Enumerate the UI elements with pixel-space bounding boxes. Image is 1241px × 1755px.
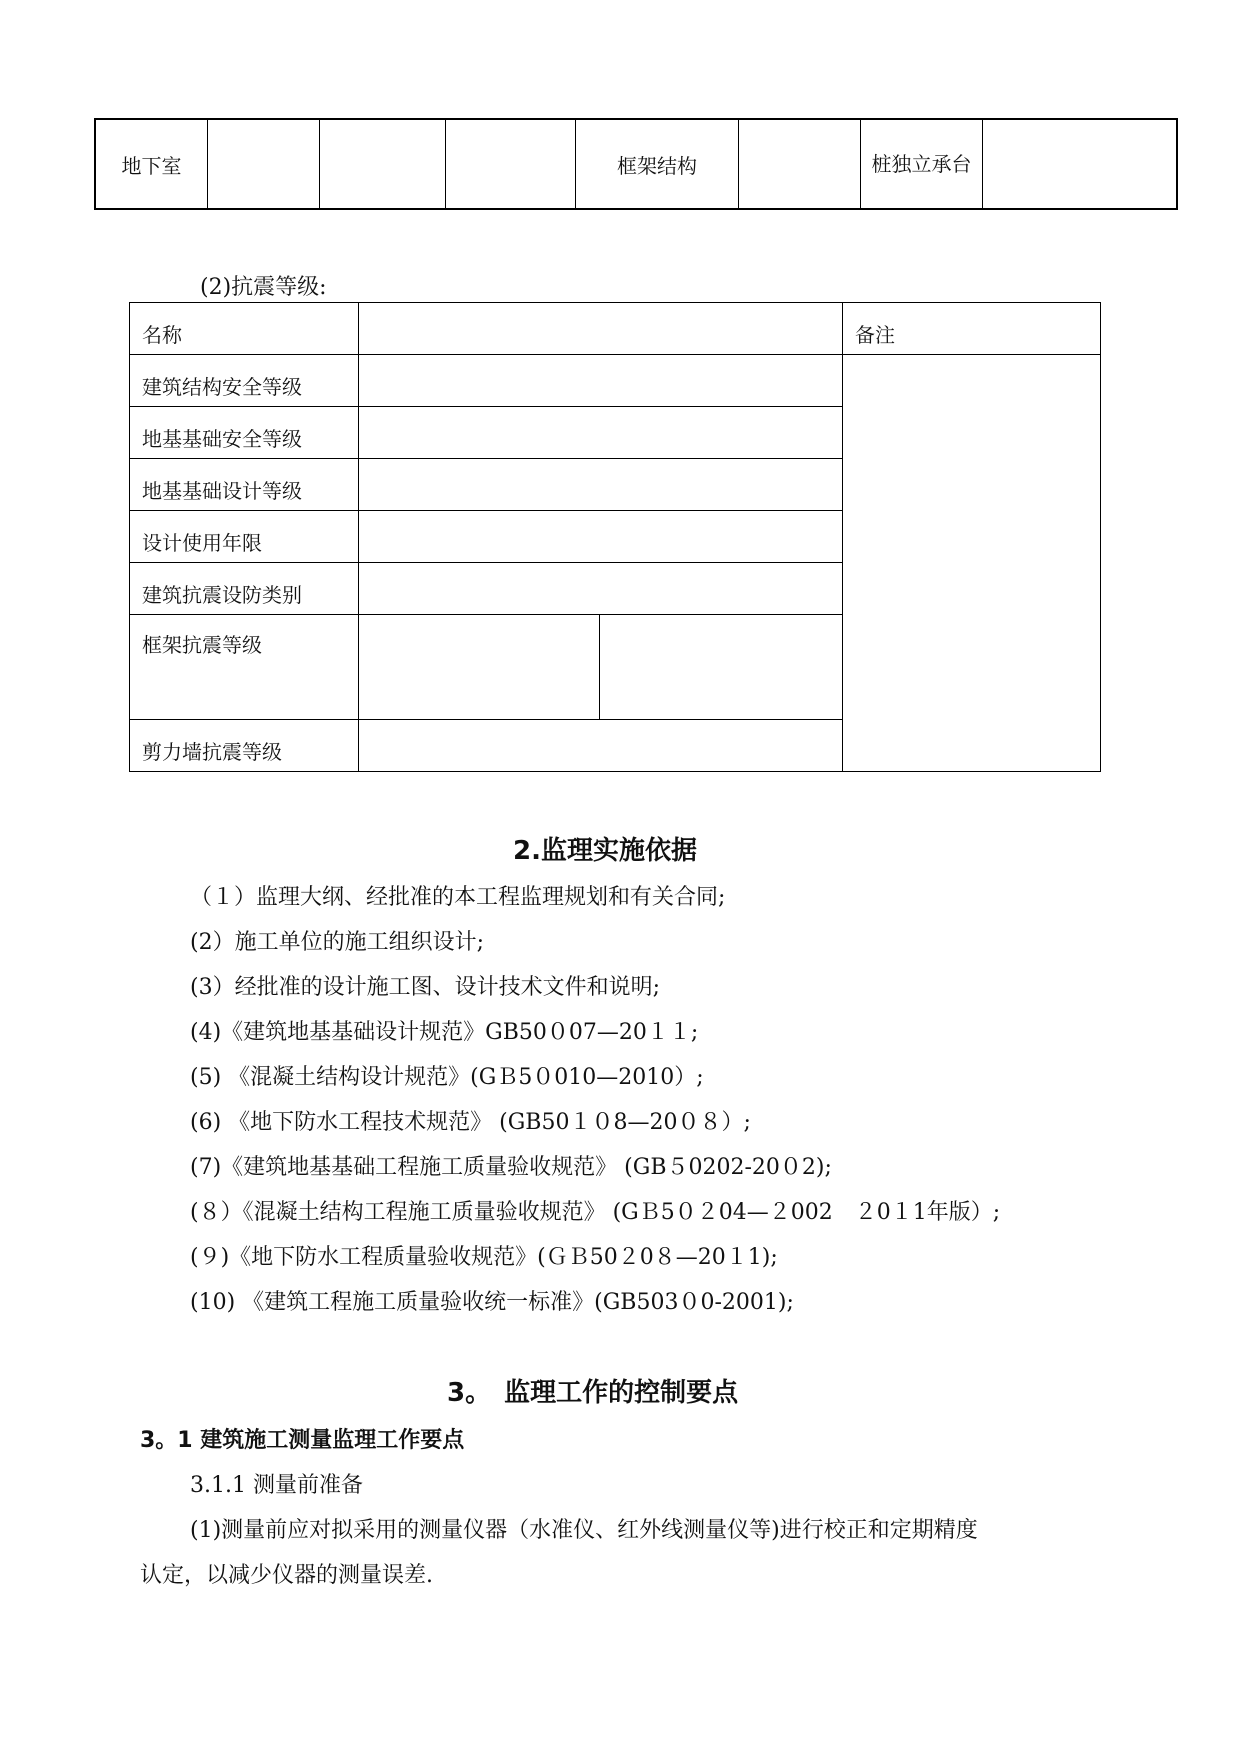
list-item: (９)《地下防水工程质量验收规范》(ＧＢ50２0８—20１1);: [190, 1245, 778, 1270]
seismic-table: [129, 302, 1101, 772]
subsection-title: 3。1 建筑施工测量监理工作要点: [140, 1428, 465, 1453]
cell-empty: [359, 720, 843, 772]
paragraph-line: 认定，以减少仪器的测量误差.: [140, 1563, 433, 1588]
cell-empty: [983, 119, 1178, 209]
cell-pile-cap: 桩独立承台: [861, 119, 983, 209]
header-name: 名称: [130, 303, 359, 355]
remark-cell: [843, 355, 1101, 772]
sub-subsection-title: 3.1.1 测量前准备: [190, 1473, 363, 1498]
list-item: （１）监理大纲、经批准的本工程监理规划和有关合同;: [190, 885, 726, 910]
table-row: [95, 119, 1177, 209]
cell-empty: [359, 303, 843, 355]
table-row: [130, 303, 1101, 355]
cell-empty: [359, 615, 600, 720]
cell-empty: [359, 459, 843, 511]
structure-table: [94, 118, 1178, 210]
row-label: 剪力墙抗震等级: [130, 720, 359, 772]
section-2-title: 2.监理实施依据: [513, 836, 697, 866]
cell-empty: [208, 119, 320, 209]
cell-empty: [600, 615, 843, 720]
cell-empty: [446, 119, 576, 209]
row-label: 地基基础设计等级: [130, 459, 359, 511]
list-item: (８）《混凝土结构工程施工质量验收规范》 (GＢ5０２04—２002 ２0１1年版）;: [190, 1200, 1001, 1225]
cell-empty: [359, 407, 843, 459]
header-remark: 备注: [843, 303, 1101, 355]
cell-basement: 地下室: [95, 119, 208, 209]
section-3-title: 3。 监理工作的控制要点: [447, 1378, 739, 1408]
list-item: (4)《建筑地基基础设计规范》GB50０07—20１１;: [190, 1020, 699, 1045]
row-label: 框架抗震等级: [130, 615, 359, 720]
paragraph-line: (1)测量前应对拟采用的测量仪器（水准仪、红外线测量仪等)进行校正和定期精度: [190, 1518, 978, 1543]
row-label: 设计使用年限: [130, 511, 359, 563]
list-item: (3）经批准的设计施工图、设计技术文件和说明;: [190, 975, 660, 1000]
cell-empty: [359, 563, 843, 615]
cell-frame-structure: 框架结构: [576, 119, 739, 209]
row-label: 建筑结构安全等级: [130, 355, 359, 407]
list-item: (6) 《地下防水工程技术规范》 (GB50１０8—20０８）;: [190, 1110, 751, 1135]
cell-empty: [739, 119, 861, 209]
row-label: 地基基础安全等级: [130, 407, 359, 459]
cell-empty: [359, 511, 843, 563]
list-item: (5) 《混凝土结构设计规范》(GＢ5０010—2010）;: [190, 1065, 704, 1090]
cell-empty: [320, 119, 446, 209]
seismic-caption: (2)抗震等级:: [200, 275, 327, 300]
row-label: 建筑抗震设防类别: [130, 563, 359, 615]
list-item: (7)《建筑地基基础工程施工质量验收规范》 (GB５0202-20０2);: [190, 1155, 832, 1180]
table-row: [130, 355, 1101, 407]
list-item: (2）施工单位的施工组织设计;: [190, 930, 484, 955]
cell-empty: [359, 355, 843, 407]
list-item: (10) 《建筑工程施工质量验收统一标准》(GB503０0-2001);: [190, 1290, 794, 1315]
